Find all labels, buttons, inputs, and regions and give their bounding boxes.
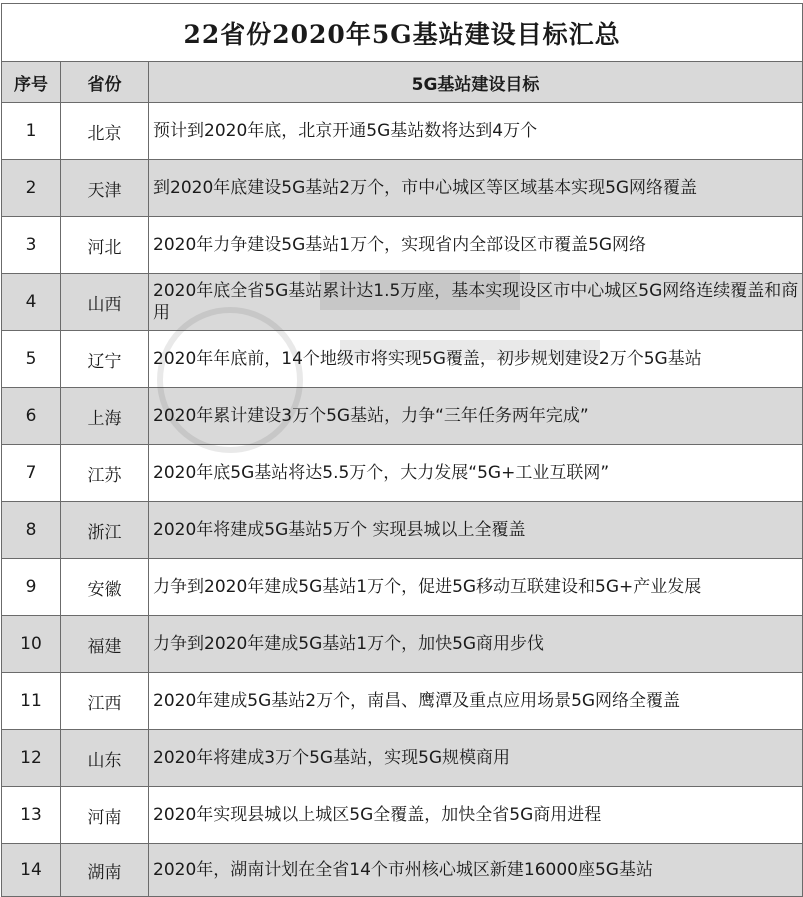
row-goal: 2020年将建成5G基站5万个 实现县城以上全覆盖 xyxy=(149,502,803,559)
row-province: 河北 xyxy=(61,217,149,274)
row-number: 10 xyxy=(2,616,61,673)
row-number: 9 xyxy=(2,559,61,616)
row-number: 1 xyxy=(2,103,61,160)
row-province: 辽宁 xyxy=(61,331,149,388)
row-goal: 预计到2020年底，北京开通5G基站数将达到4万个 xyxy=(149,103,803,160)
table-row xyxy=(2,559,803,616)
row-goal: 2020年，湖南计划在全省14个市州核心城区新建16000座5G基站 xyxy=(149,844,803,897)
row-number: 3 xyxy=(2,217,61,274)
row-province: 山东 xyxy=(61,730,149,787)
table-row xyxy=(2,331,803,388)
table-row xyxy=(2,103,803,160)
row-province: 浙江 xyxy=(61,502,149,559)
row-number: 12 xyxy=(2,730,61,787)
row-goal: 2020年力争建设5G基站1万个，实现省内全部设区市覆盖5G网络 xyxy=(149,217,803,274)
province-5g-table xyxy=(1,3,803,897)
column-header-province: 省份 xyxy=(61,62,149,103)
column-header-goal: 5G基站建设目标 xyxy=(149,62,803,103)
row-goal: 2020年将建成3万个5G基站，实现5G规模商用 xyxy=(149,730,803,787)
row-province: 安徽 xyxy=(61,559,149,616)
row-province: 江苏 xyxy=(61,445,149,502)
row-goal: 2020年实现县城以上城区5G全覆盖，加快全省5G商用进程 xyxy=(149,787,803,844)
row-number: 13 xyxy=(2,787,61,844)
row-province: 福建 xyxy=(61,616,149,673)
row-number: 11 xyxy=(2,673,61,730)
row-goal: 到2020年底建设5G基站2万个，市中心城区等区域基本实现5G网络覆盖 xyxy=(149,160,803,217)
table-row xyxy=(2,160,803,217)
table-row xyxy=(2,388,803,445)
row-province: 湖南 xyxy=(61,844,149,897)
table-row xyxy=(2,787,803,844)
row-province: 江西 xyxy=(61,673,149,730)
row-number: 4 xyxy=(2,274,61,331)
row-number: 14 xyxy=(2,844,61,897)
table-title: 22省份2020年5G基站建设目标汇总 xyxy=(2,4,803,62)
row-province: 北京 xyxy=(61,103,149,160)
row-number: 7 xyxy=(2,445,61,502)
table-row xyxy=(2,844,803,897)
row-number: 6 xyxy=(2,388,61,445)
column-header-number: 序号 xyxy=(2,62,61,103)
table-row xyxy=(2,274,803,331)
row-goal: 2020年建成5G基站2万个，南昌、鹰潭及重点应用场景5G网络全覆盖 xyxy=(149,673,803,730)
row-goal: 2020年累计建设3万个5G基站，力争“三年任务两年完成” xyxy=(149,388,803,445)
table-row xyxy=(2,673,803,730)
row-goal: 2020年底全省5G基站累计达1.5万座，基本实现设区市中心城区5G网络连续覆盖和商用 xyxy=(149,274,803,331)
table-row xyxy=(2,730,803,787)
row-goal: 2020年底5G基站将达5.5万个，大力发展“5G+工业互联网” xyxy=(149,445,803,502)
table-row xyxy=(2,616,803,673)
row-province: 河南 xyxy=(61,787,149,844)
row-province: 天津 xyxy=(61,160,149,217)
row-goal: 2020年年底前，14个地级市将实现5G覆盖，初步规划建设2万个5G基站 xyxy=(149,331,803,388)
row-province: 上海 xyxy=(61,388,149,445)
row-number: 8 xyxy=(2,502,61,559)
table-row xyxy=(2,502,803,559)
row-number: 5 xyxy=(2,331,61,388)
row-goal: 力争到2020年建成5G基站1万个，促进5G移动互联建设和5G+产业发展 xyxy=(149,559,803,616)
row-province: 山西 xyxy=(61,274,149,331)
row-goal: 力争到2020年建成5G基站1万个，加快5G商用步伐 xyxy=(149,616,803,673)
table-row xyxy=(2,445,803,502)
table-row xyxy=(2,217,803,274)
row-number: 2 xyxy=(2,160,61,217)
